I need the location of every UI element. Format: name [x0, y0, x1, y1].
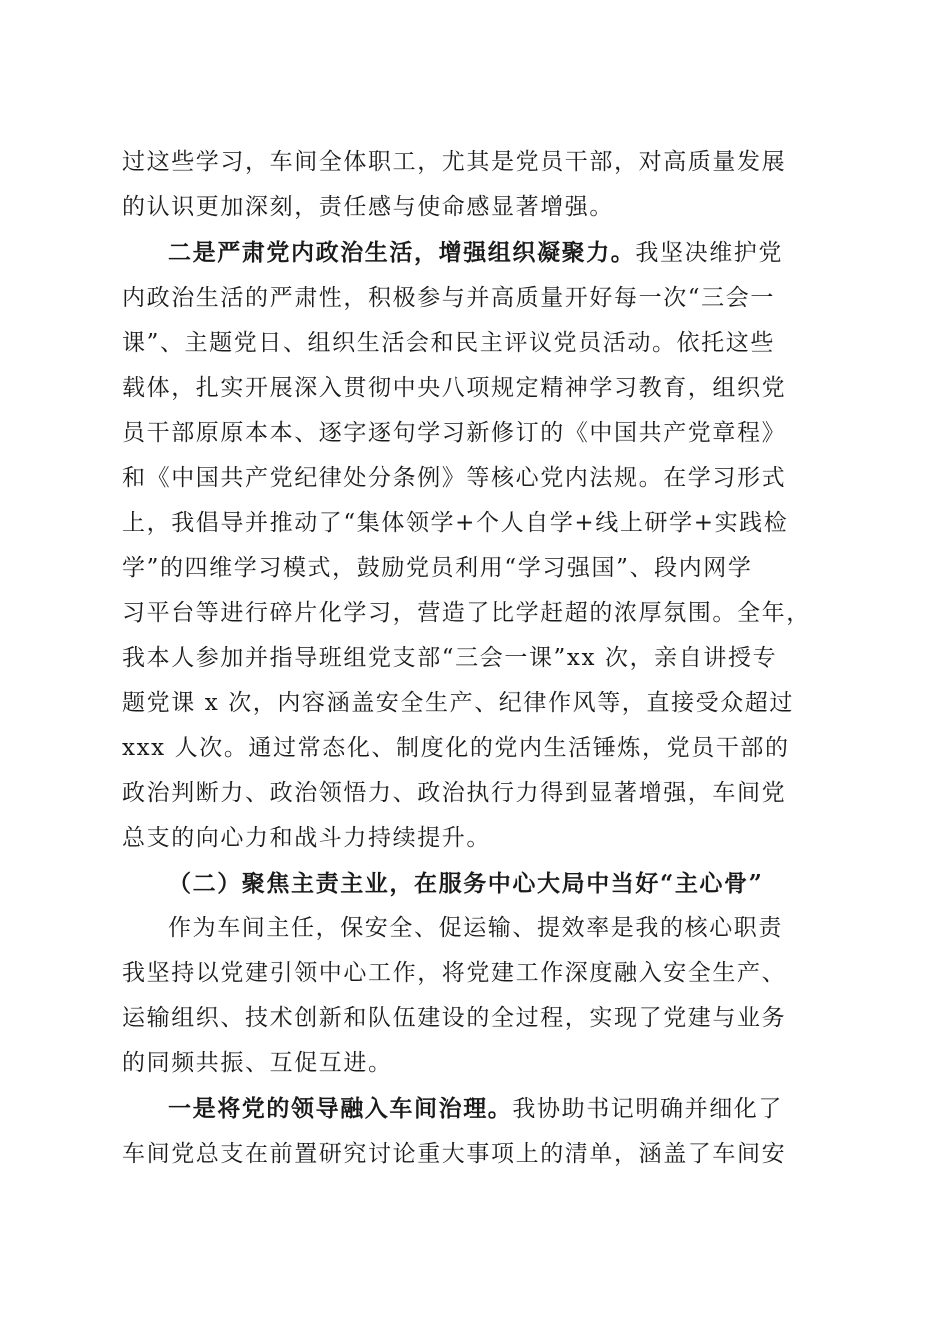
section-heading: （二）聚焦主责主业，在服务中心大局中当好“主心骨” — [168, 870, 764, 897]
text-line: 学”的四维学习模式，鼓励党员利用“学习强国”、段内网学 — [122, 555, 753, 581]
text-line: 运输组织、技术创新和队伍建设的全过程，实现了党建与业务 — [122, 1005, 787, 1031]
paragraph-continued — [122, 140, 828, 230]
text-line — [122, 230, 828, 276]
text-line-rest: 我协助书记明确并细化了 — [512, 1096, 784, 1122]
text-line: 总支的向心力和战斗力持续提升。 — [122, 825, 491, 851]
text-line: 作为车间主任，保安全、促运输、提效率是我的核心职责 — [168, 915, 783, 941]
text-line: 载体，扎实开展深入贯彻中央八项规定精神学习教育，组织党 — [122, 375, 787, 401]
text-line: 的同频共振、互促互进。 — [122, 1050, 393, 1076]
document-body — [122, 140, 828, 1177]
paragraph-lead: 一是将党的领导融入车间治理。 — [168, 1095, 513, 1122]
paragraph-organization-cohesion — [122, 230, 828, 861]
paragraph-workshop-governance — [122, 1086, 828, 1177]
text-line: 的认识更加深刻，责任感与使命感显著增强。 — [122, 194, 614, 220]
text-line-rest: 我坚决维护党 — [635, 240, 784, 266]
text-line: 车间党总支在前置研究讨论重大事项上的清单，涵盖了车间安 — [122, 1141, 787, 1167]
paragraph-core-duty — [122, 906, 828, 1086]
text-line — [122, 1086, 828, 1132]
text-line: 员干部原原本本、逐字逐句学习新修订的《中国共产党章程》 — [122, 420, 787, 446]
paragraph-lead: 二是严肃党内政治生活，增强组织凝聚力。 — [168, 239, 636, 266]
text-line: 习平台等进行碎片化学习，营造了比学赶超的浓厚氛围。全年， — [122, 600, 811, 626]
text-line: 过这些学习，车间全体职工，尤其是党员干部，对高质量发展 — [122, 149, 787, 175]
text-line: 课”、主题党日、组织生活会和民主评议党员活动。依托这些 — [122, 330, 775, 356]
text-line: 上，我倡导并推动了“集体领学+个人自学+线上研学+实践检 — [122, 510, 789, 536]
text-line: 政治判断力、政治领悟力、政治执行力得到显著增强，车间党 — [122, 780, 787, 806]
text-line: 题党课 x 次，内容涵盖安全生产、纪律作风等，直接受众超过 — [122, 690, 794, 716]
text-line: 内政治生活的严肃性，积极参与并高质量开好每一次“三会一 — [122, 285, 775, 311]
text-line: xxx 人次。通过常态化、制度化的党内生活锤炼，党员干部的 — [122, 735, 790, 761]
text-line: 我坚持以党建引领中心工作，将党建工作深度融入安全生产、 — [122, 960, 787, 986]
text-line: 我本人参加并指导班组党支部“三会一课”xx 次，亲自讲授专 — [122, 645, 778, 671]
text-line: 和《中国共产党纪律处分条例》等核心党内法规。在学习形式 — [122, 465, 787, 491]
